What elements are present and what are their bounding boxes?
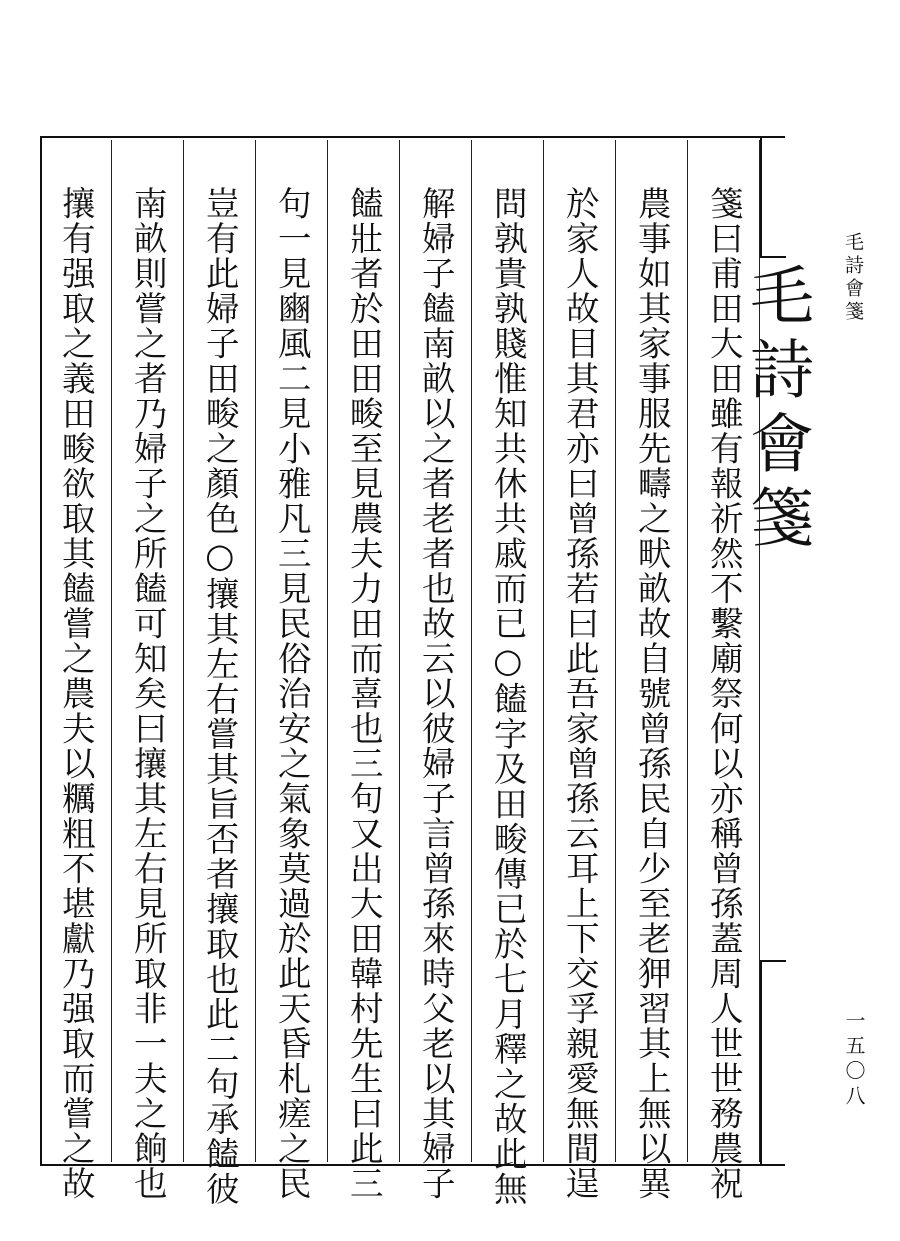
text-column-7	[256, 140, 328, 1201]
text-column-3-content: 於家人故目其君亦曰曾孫若曰此吾家曾孫云耳上下交孚親愛無間逞	[560, 186, 600, 1201]
text-column-8-content: 豈有此婦子田畯之顏色○攘其左右嘗其旨否者攘取也此二句承饁彼	[200, 186, 240, 1207]
text-column-5	[400, 140, 472, 1201]
text-column-9-content: 南畝則嘗之者乃婦子之所饁可知矣曰攘其左右見所取非一夫之餉也	[128, 186, 168, 1201]
gutter-tick-upper	[760, 256, 786, 258]
text-column-1-content: 箋曰甫田大田雖有報祈然不繫廟祭何以亦稱曾孫蓋周人世世務農祝	[704, 186, 744, 1201]
text-column-4	[472, 140, 544, 1207]
text-column-10	[40, 140, 112, 1201]
gutter-tick-lower	[760, 960, 786, 962]
text-column-3	[544, 140, 616, 1201]
text-column-7-content: 句一見豳風二見小雅凡三見民俗治安之氣象莫過於此天昏札瘥之民	[272, 186, 312, 1201]
text-column-10-content: 攘有强取之義田畯欲取其饁嘗之農夫以糲粗不堪獻乃强取而嘗之故	[56, 186, 96, 1201]
frame-top-border	[40, 136, 785, 138]
running-title: 毛詩會箋	[842, 232, 864, 324]
gutter-line-upper	[760, 136, 762, 256]
text-column-2	[616, 140, 688, 1201]
fish-tail-title: 毛詩會箋	[739, 262, 813, 558]
text-column-2-content: 農事如其家事服先疇之畎畝故自號曾孫民自少至老狎習其上無以異	[632, 186, 672, 1201]
text-column-6-content: 饁壯者於田田畯至見農夫力田而喜也三句又出大田韓村先生曰此三	[344, 186, 384, 1201]
text-column-5-content: 解婦子饁南畝以之者老者也故云以彼婦子言曾孫來時父老以其婦子	[416, 186, 456, 1201]
text-column-9	[112, 140, 184, 1201]
text-column-4-content: 問孰貴孰賤惟知共休共戚而已○饁字及田畯傳已於七月釋之故此無	[488, 186, 528, 1207]
text-column-6	[328, 140, 400, 1201]
text-column-8	[184, 140, 256, 1207]
page-number: 一五〇八	[842, 1010, 866, 1110]
gutter-line-lower	[760, 960, 762, 1165]
